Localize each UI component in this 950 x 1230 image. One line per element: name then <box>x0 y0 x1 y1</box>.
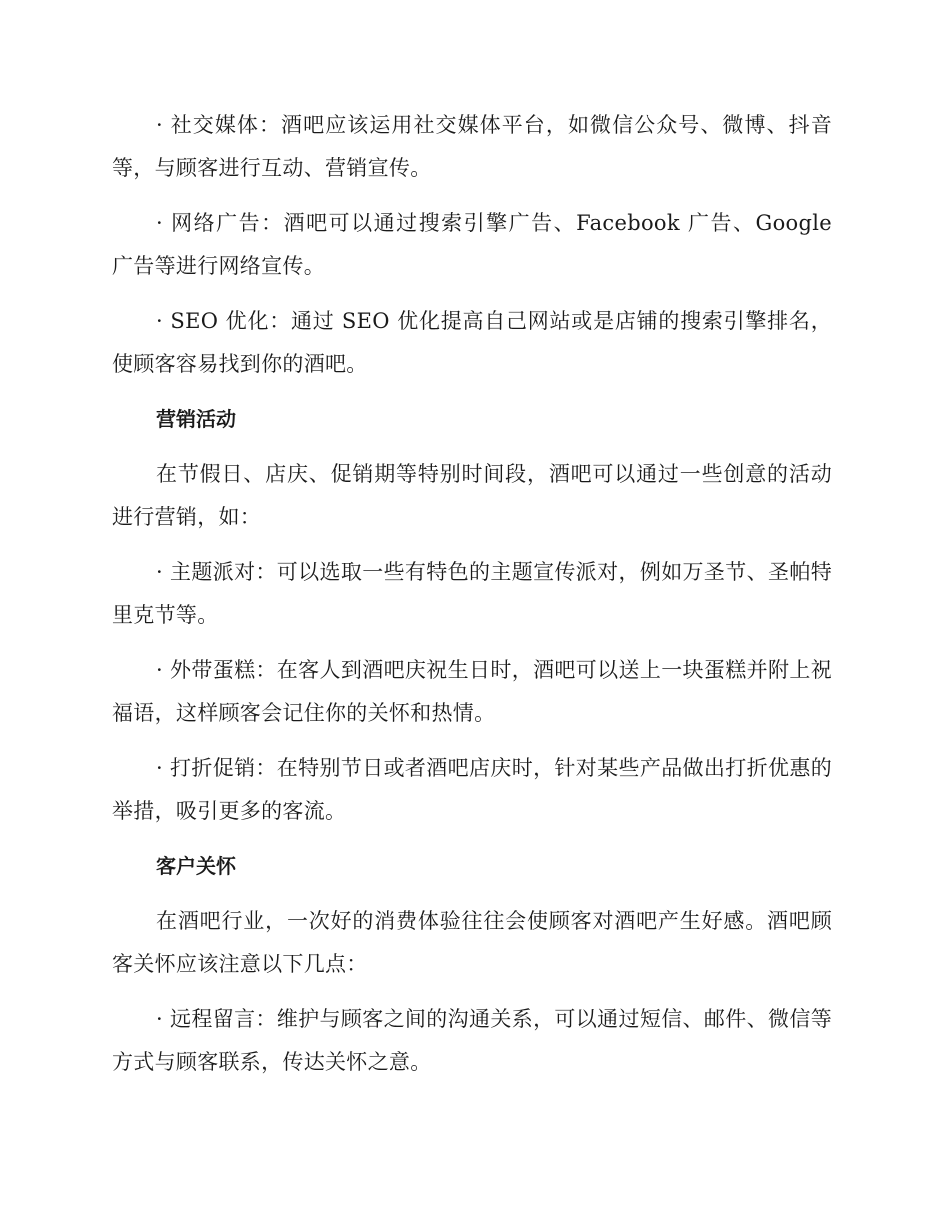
document-body <box>112 104 832 1096</box>
bullet-remote-message: · 远程留言：维护与顾客之间的沟通关系，可以通过短信、邮件、微信等方式与顾客联系，传达关怀之意。 <box>112 1007 832 1074</box>
intro-marketing-events: 在节假日、店庆、促销期等特别时间段，酒吧可以通过一些创意的活动进行营销，如： <box>112 462 832 529</box>
heading-marketing-events: 营销活动 <box>156 407 236 431</box>
bullet-cake: · 外带蛋糕：在客人到酒吧庆祝生日时，酒吧可以送上一块蛋糕并附上祝福语，这样顾客会记住你的关怀和热情。 <box>112 658 832 725</box>
bullet-seo: · SEO 优化：通过 SEO 优化提高自己网站或是店铺的搜索引擎排名，使顾客容易找到你的酒吧。 <box>112 309 832 376</box>
bullet-online-ads: · 网络广告：酒吧可以通过搜索引擎广告、Facebook 广告、Google 广告等进行网络宣传。 <box>112 211 832 278</box>
bullet-social-media: · 社交媒体：酒吧应该运用社交媒体平台，如微信公众号、微博、抖音等，与顾客进行互动、营销宣传。 <box>112 113 832 180</box>
bullet-discount: · 打折促销：在特别节日或者酒吧店庆时，针对某些产品做出打折优惠的举措，吸引更多的客流。 <box>112 756 832 823</box>
heading-customer-care: 客户关怀 <box>156 854 236 878</box>
bullet-theme-party: · 主题派对：可以选取一些有特色的主题宣传派对，例如万圣节、圣帕特里克节等。 <box>112 560 832 627</box>
intro-customer-care: 在酒吧行业，一次好的消费体验往往会使顾客对酒吧产生好感。酒吧顾客关怀应该注意以下几点： <box>112 909 832 976</box>
